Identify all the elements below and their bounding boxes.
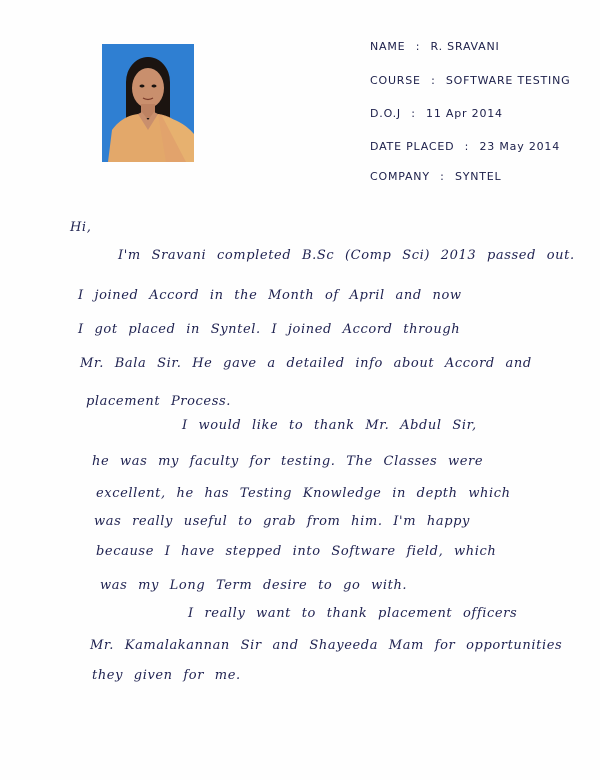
profile-photo xyxy=(102,44,194,162)
separator: : xyxy=(431,74,436,87)
letter-line: I'm Sravani completed B.Sc (Comp Sci) 2013 passed out. xyxy=(118,248,575,263)
letter-line: placement Process. xyxy=(86,394,231,409)
letter-line: I got placed in Syntel. I joined Accord through xyxy=(78,322,461,337)
letter-line: I really want to thank placement officers xyxy=(188,606,518,621)
separator: : xyxy=(411,107,416,120)
company-value: SYNTEL xyxy=(454,170,502,183)
letter-line: he was my faculty for testing. The Classes were xyxy=(92,454,484,469)
letter-line: was really useful to grab from him. I'm happy xyxy=(94,514,470,529)
letter-line: because I have stepped into Software field, which xyxy=(96,544,497,559)
company-label: COMPANY xyxy=(370,170,430,183)
letter-line: they given for me. xyxy=(92,668,241,683)
letter-line: Mr. Kamalakannan Sir and Shayeeda Mam for opportunities xyxy=(90,638,563,653)
course-label: COURSE xyxy=(370,74,421,87)
letter-line: excellent, he has Testing Knowledge in depth which xyxy=(96,486,511,501)
name-value: R. SRAVANI xyxy=(430,40,500,53)
name-label: NAME xyxy=(370,40,406,53)
course-row xyxy=(370,74,570,88)
separator: : xyxy=(464,140,470,153)
letter-line: Mr. Bala Sir. He gave a detailed info about Accord and xyxy=(80,356,532,371)
doj-value: 11 Apr 2014 xyxy=(426,107,503,120)
date-placed-row xyxy=(370,140,560,154)
letter-line: I would like to thank Mr. Abdul Sir, xyxy=(182,418,477,433)
doj-row xyxy=(370,107,503,121)
name-row xyxy=(370,40,500,54)
separator: : xyxy=(440,170,445,183)
letter-line: was my Long Term desire to go with. xyxy=(100,578,408,593)
date-placed-value: 23 May 2014 xyxy=(479,140,561,153)
course-value: SOFTWARE TESTING xyxy=(445,74,571,87)
date-placed-label: DATE PLACED xyxy=(370,140,455,153)
letter-line: I joined Accord in the Month of April and now xyxy=(78,288,462,303)
separator: : xyxy=(415,40,421,53)
doj-label: D.O.J xyxy=(370,107,401,120)
company-row xyxy=(370,170,501,184)
greeting: Hi, xyxy=(70,220,92,235)
